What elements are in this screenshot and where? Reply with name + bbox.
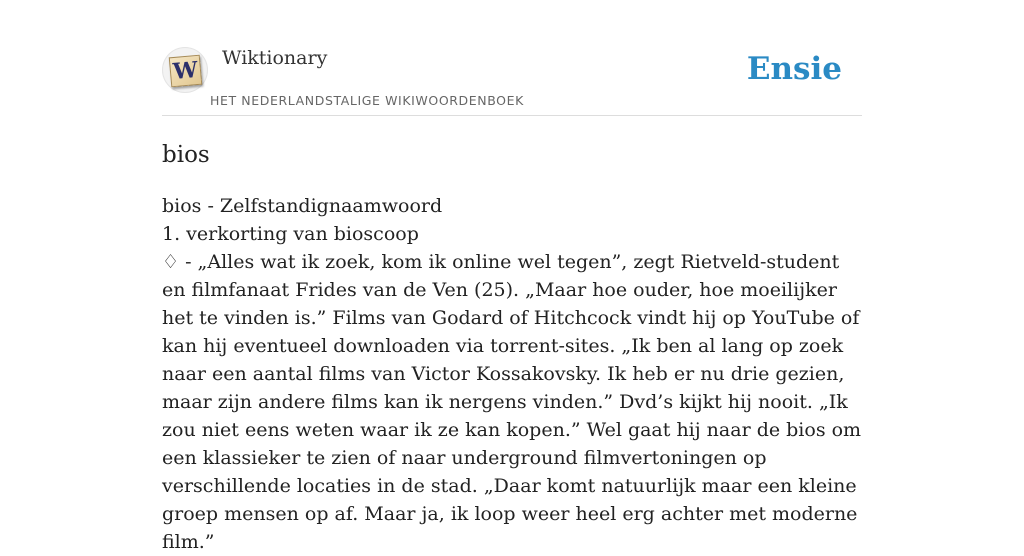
example-quote: ♢ - „Alles wat ik zoek, kom ik online wel tegen”, zegt Rietveld-student en filmfanaat Frides van de Ven (25). „Maar hoe ouder, hoe moeilijker het te vinden is.” Films van Godard of Hitchcock vindt hij op YouTube of kan hij eventueel downloaden via torrent-sites. „Ik ben al lang op zoek naar een aantal films van Victor Kossakovsky. Ik heb er nu drie gezien, maar zijn andere films kan ik nergens vinden.” Dvd’s kijkt hij nooit. „Ik zou niet eens weten waar ik ze kan kopen.” Wel gaat hij naar de bios om een klassieker te zien of naar underground filmvertoningen op verschillende locaties in de stad. „Daar komt natuurlijk maar een kleine groep mensen op af. Maar ja, ik loop weer heel erg achter met moderne film.” xyxy=(162,251,862,553)
site-tagline: HET NEDERLANDSTALIGE WIKIWOORDENBOEK xyxy=(210,93,524,108)
wiktionary-logo[interactable] xyxy=(162,47,208,93)
ensie-brand-link[interactable]: Ensie xyxy=(746,51,842,87)
header-divider xyxy=(162,115,862,116)
site-name[interactable]: Wiktionary xyxy=(222,47,328,69)
logo-letter: W xyxy=(172,56,199,86)
puzzle-tile-icon xyxy=(169,55,202,88)
part-of-speech-line: bios - Zelfstandignaamwoord xyxy=(162,195,443,217)
page-title: bios xyxy=(162,142,210,168)
entry-body xyxy=(162,192,862,556)
page-container xyxy=(162,0,862,553)
definition-line: 1. verkorting van bioscoop xyxy=(162,223,419,245)
